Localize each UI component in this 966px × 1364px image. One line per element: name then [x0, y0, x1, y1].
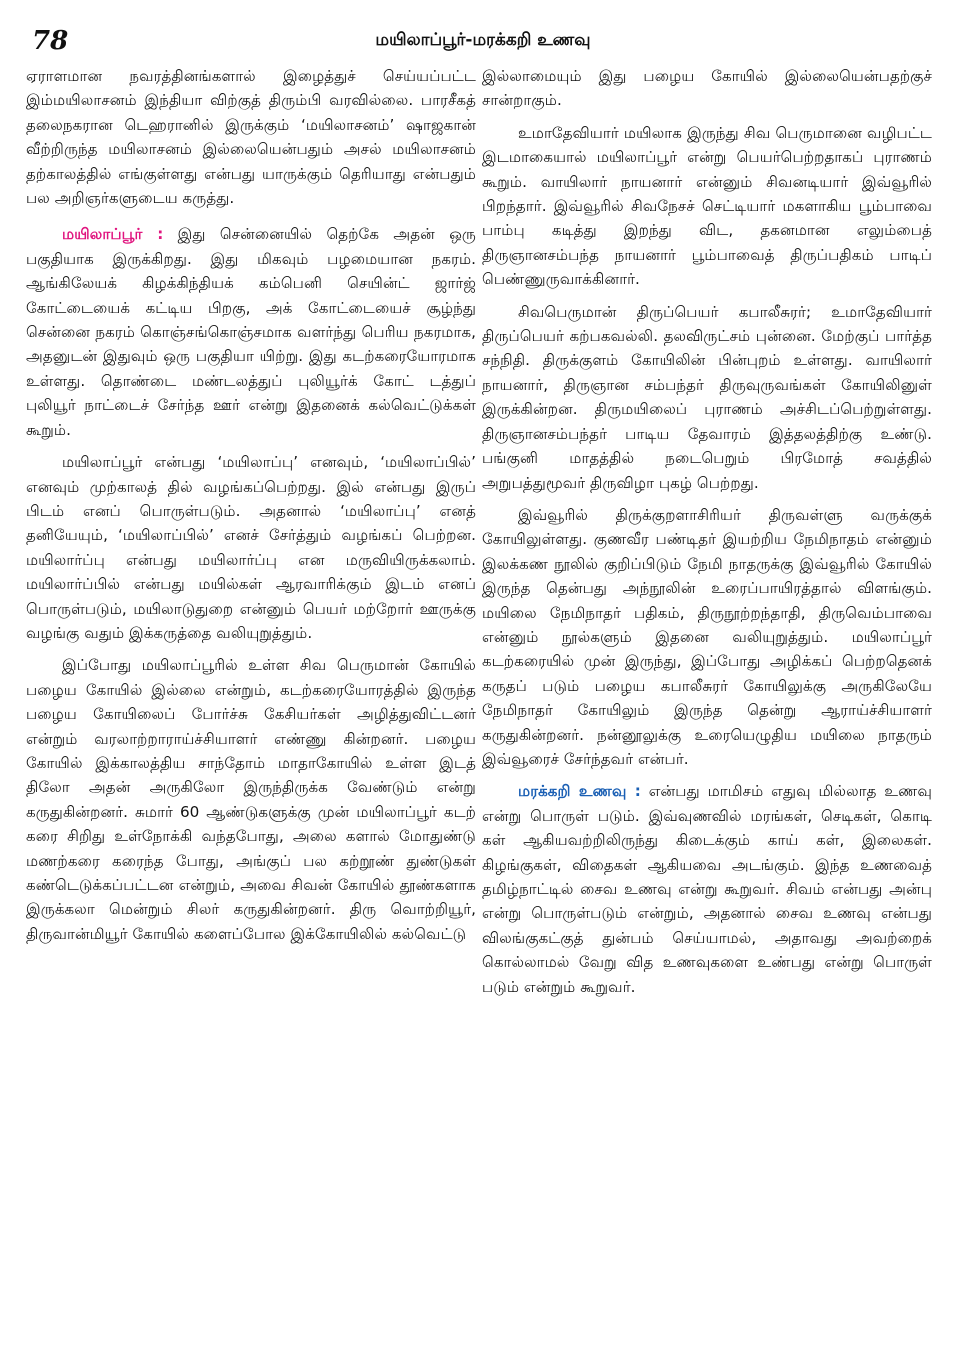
- left-column: [26, 64, 476, 954]
- section-heading-mylapore: மயிலாப்பூர் :: [62, 225, 164, 244]
- paragraph-text: என்பது மாமிசம் எதுவு மில்லாத உணவு என்று பொருள் படும். இவ்வுணவில் மரங்கள், செடிகள், கொடி கள் ஆகியவற்றிலிருந்து கிடைக்கும் காய் கள், இலைகள். கிழங்குகள், விதைகள் ஆகியவை அடங்கும். இந்த உணவைத் தமிழ்நாட்டில் சைவ உணவு என்று கூறுவர். சிவம் என்பது அன்பு என்று பொருள்படும் என்றும், அதனால் சைவ உணவு என்பது விலங்குகட்குத் துன்பம் செய்யாமல், அதாவது அவற்றைக் கொல்லாமல் வேறு வித உணவுகளை உண்பது என்று பொருள் படும் என்றும் கூறுவர்.: [482, 782, 932, 996]
- paragraph: இல்லாமையும் இது பழைய கோயில் இல்லையென்பதற்குச் சான்றாகும்.: [482, 67, 932, 110]
- right-column: [482, 64, 932, 1007]
- paragraph: இவ்வூரில் திருக்குறளாசிரியர் திருவள்ளு வருக்குக் கோயிலுள்ளது. குணவீர பண்டிதர் இயற்றிய நேமிநாதம் என்னும் இலக்கண நூலில் குறிப்பிடும் நேமி நாதருக்கு இவ்வூரில் கோயில் இருந்த தென்பது அந்நூலின் உரைப்பாயிரத்தால் விளங்கும். மயிலை நேமிநாதர் பதிகம், திருநூற்றந்தாதி, திருவெம்பாவை என்னும் நூல்களும் இதனை வலியுறுத்தும். மயிலாப்பூர் கடற்கரையில் முன் இருந்து, இப்போது அழிக்கப் பெற்றதெனக் கருதப் படும் பழைய கபாலீசுரர் கோயிலுக்கு அருகிலேயே நேமிநாதர் கோயிலும் இருந்த தென்று ஆராய்ச்சியாளர் கருதுகின்றனர். நன்னூலுக்கு உரையெழுதிய மயிலை நாதரும் இவ்வூரைச் சேர்ந்தவர் என்பர்.: [482, 505, 932, 768]
- paragraph: உமாதேவியார் மயிலாக இருந்து சிவ பெருமானை வழிபட்ட இடமாகையால் மயிலாப்பூர் என்று பெயர்பெற்றதாகப் புராணம் கூறும். வாயிலார் நாயனார் என்னும் சிவனடியார் இவ்வூரில் பிறந்தார். இவ்வூரில் சிவநேசச் செட்டியார் மகளாகிய பூம்பாவை பாம்பு கடித்து இறந்து விட, தகனமான எலும்பைத் திருஞானசம்பந்த நாயனார் பூம்பாவைத் திருப்பதிகம் பாடிப் பெண்ணுருவாக்கினார்.: [482, 123, 932, 289]
- paragraph: சிவபெருமான் திருப்பெயர் கபாலீசுரர்; உமாதேவியார் திருப்பெயர் கற்பகவல்லி. தலவிருட்சம் புன்னை. மேற்குப் பார்த்த சந்நிதி. திருக்குளம் கோயிலின் பின்புறம் உள்ளது. வாயிலார் நாயனார், திருஞான சம்பந்தர் திருவுருவங்கள் கோயிலினுள் இருக்கின்றன. திருமயிலைப் புராணம் அச்சிடப்பெற்றுள்ளது. திருஞானசம்பந்தர் பாடிய தேவாரம் இத்தலத்திற்கு உண்டு. பங்குனி மாதத்தில் நடைபெறும் பிரமோத் சவத்தில் அறுபத்துமூவர் திருவிழா புகழ் பெற்றது.: [482, 302, 932, 492]
- paragraph: மயிலாப்பூர் என்பது ‘மயிலாப்பு’ எனவும், ‘மயிலாப்பில்’ எனவும் முற்காலத் தில் வழங்கப்பெற்றது. இல் என்பது இருப் பிடம் எனப் பொருள்படும். அதனால் ‘மயிலாப்பு’ எனத் தனியேயும், ‘மயிலாப்பில்’ எனச் சேர்த்தும் வழங்கப் பெற்றன. மயிலார்ப்பு என்பது மயிலார்ப்பு என மருவியிருக்கலாம். மயிலார்ப்பில் என்பது மயில்கள் ஆரவாரிக்கும் இடம் எனப் பொருள்படும், மயிலாடுதுறை என்னும் பெயர் மற்றோர் ஊருக்கு வழங்கு வதும் இக்கருத்தை வலியுறுத்தும்.: [26, 453, 476, 642]
- page-number: 78: [32, 26, 69, 56]
- section-heading-vegetarian-food: மரக்கறி உணவு :: [518, 782, 641, 801]
- paragraph-mylapore: [26, 222, 476, 442]
- paragraph-vegetarian-food: [482, 779, 932, 999]
- page-header: [28, 26, 938, 66]
- paragraph: இப்போது மயிலாப்பூரில் உள்ள சிவ பெருமான் கோயில் பழைய கோயில் இல்லை என்றும், கடற்கரையோரத்தில் இருந்த பழைய கோயிலைப் போர்ச்சு கேசியர்கள் அழித்துவிட்டனர் என்றும் வரலாற்றாராய்ச்சியாளர் எண்ணு கின்றனர். பழைய கோயில் இக்காலத்திய சாந்தோம் மாதாகோயில் உள்ள இடத் திலோ அதன் அருகிலோ இருந்திருக்க வேண்டும் என்று கருதுகின்றனர். சுமார் 60 ஆண்டுகளுக்கு முன் மயிலாப்பூர் கடற் கரை சிறிது உள்நோக்கி வந்தபோது, அலை களால் மோதுண்டு மணற்கரை கரைந்த போது, அங்குப் பல கற்றூண் துண்டுகள் கண்டெடுக்கப்பட்டன என்றும், அவை சிவன் கோயில் தூண்களாக இருக்கலா மென்றும் சிலர் கருதுகின்றனர். திரு வொற்றியூர், திருவான்மியூர் கோயில் களைப்போல இக்கோயிலில் கல்வெட்டு: [26, 656, 476, 943]
- paragraph-text: இது சென்னையில் தெற்கே அதன் ஒரு பகுதியாக இருக்கிறது. இது மிகவும் பழமையான நகரம். ஆங்கிலேயக் கிழக்கிந்தியக் கம்பெனி செயின்ட் ஜார்ஜ் கோட்டையைக் கட்டிய பிறகு, அக் கோட்டையைச் சூழ்ந்து சென்னை நகரம் கொஞ்சங்கொஞ்சமாக வளர்ந்து பெரிய நகரமாக, அதனுடன் இதுவும் ஒரு பகுதியா யிற்று. இது கடற்கரையோரமாக உள்ளது. தொண்டை மண்டலத்துப் புலியூர்க் கோட் டத்துப் புலியூர் நாட்டைச் சேர்ந்த ஊர் என்று இதனைக் கல்வெட்டுக்கள் கூறும்.: [26, 225, 476, 439]
- running-title: மயிலாப்பூர்-மரக்கறி உணவு: [375, 30, 591, 50]
- paragraph: ஏராளமான நவரத்தினங்களால் இழைத்துச் செய்யப்பட்ட இம்மயிலாசனம் இந்தியா விற்குத் திரும்பி வரவில்லை. பாரசீகத் தலைநகரான டெஹரானில் இருக்கும் ‘மயிலாசனம்’ ஷாஜகான் வீற்றிருந்த மயிலாசனம் இல்லையென்பதும் அசல் மயிலாசனம் தற்காலத்தில் எங்குள்ளது என்பது யாருக்கும் தெரியாது என்பதும் பல அறிஞர்களுடைய கருத்து.: [26, 67, 476, 208]
